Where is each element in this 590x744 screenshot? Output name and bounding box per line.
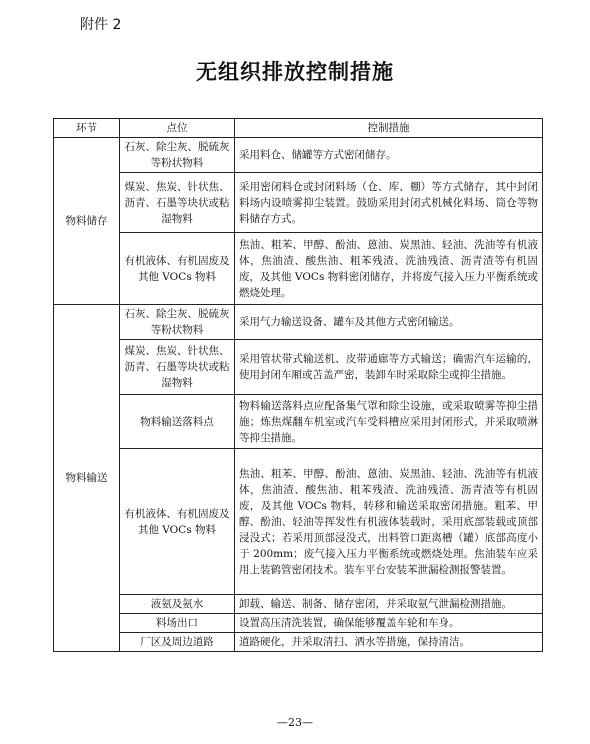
- point-cell: 厂区及周边道路: [120, 633, 235, 652]
- table-row: [54, 614, 543, 633]
- table-row: [54, 395, 543, 449]
- control-measures-table: [53, 118, 543, 652]
- point-cell: 料场出口: [120, 614, 235, 633]
- point-cell: 有机液体、有机固废及其他 VOCs 物料: [120, 233, 235, 305]
- table-row: [54, 305, 543, 340]
- point-cell: 液氨及氨水: [120, 595, 235, 614]
- attachment-label: 附件 2: [80, 17, 122, 33]
- table-row: [54, 173, 543, 233]
- point-cell: 煤炭、焦炭、针状焦、沥青、石墨等块状或粘湿物料: [120, 340, 235, 395]
- measure-cell: 设置高压清洗装置，确保能够覆盖车轮和车身。: [235, 614, 543, 633]
- point-cell: 有机液体、有机固废及其他 VOCs 物料: [120, 449, 235, 595]
- measure-cell: 焦油、粗苯、甲醇、酚油、蒽油、炭黑油、轻油、洗油等有机液体，焦油渣、酸焦油、粗苯残渣、洗油残渣、沥青渣等有机固废，及其他 VOCs 物料，转移和输送采取密闭措施。粗苯、甲醇、酚油、轻油等挥发性有机液体装载时，采用底部装载或顶部浸没式；若采用顶部浸没式，出料管口距离槽（罐）底部高度小于 200mm；废气接入压力平衡系统或燃烧处理。焦油装车应采用上装鹤管密闭技术。装车平台安装苯泄漏检测报警装置。: [235, 449, 543, 595]
- measure-cell: 采用密闭料仓或封闭料场（仓、库、棚）等方式储存，其中封闭料场内设喷雾抑尘装置。鼓励采用封闭式机械化料场、筒仓等物料储存方式。: [235, 173, 543, 233]
- table-row: [54, 340, 543, 395]
- measure-cell: 采用料仓、储罐等方式密闭储存。: [235, 138, 543, 173]
- measure-cell: 采用管状带式输送机、皮带通廊等方式输送；确需汽车运输的，使用封闭车厢或苫盖严密，装卸车时采取除尘或抑尘措施。: [235, 340, 543, 395]
- point-cell: 石灰、除尘灰、脱硫灰等粉状物料: [120, 138, 235, 173]
- header-point: 点位: [120, 119, 235, 138]
- stage-cell: 物料输送: [54, 305, 120, 652]
- page-title: 无组织排放控制措施: [196, 59, 394, 84]
- page-number: —23—: [277, 716, 313, 729]
- table-row: [54, 449, 543, 595]
- point-cell: 石灰、除尘灰、脱硫灰等粉状物料: [120, 305, 235, 340]
- table-row: [54, 595, 543, 614]
- header-stage: 环节: [54, 119, 120, 138]
- point-cell: 煤炭、焦炭、针状焦、沥青、石墨等块状或粘湿物料: [120, 173, 235, 233]
- table-row: [54, 633, 543, 652]
- measure-cell: 卸载、输送、制备、储存密闭，并采取氨气泄漏检测措施。: [235, 595, 543, 614]
- measure-cell: 道路硬化，并采取清扫、洒水等措施，保持清洁。: [235, 633, 543, 652]
- measure-cell: 采用气力输送设备、罐车及其他方式密闭输送。: [235, 305, 543, 340]
- point-cell: 物料输送落料点: [120, 395, 235, 449]
- measure-cell: 焦油、粗苯、甲醇、酚油、蒽油、炭黑油、轻油、洗油等有机液体，焦油渣、酸焦油、粗苯残渣、洗油残渣、沥青渣等有机固废，及其他 VOCs 物料密闭储存，并将废气接入压力平衡系统或燃烧处理。: [235, 233, 543, 305]
- table-row: [54, 138, 543, 173]
- stage-cell: 物料储存: [54, 138, 120, 305]
- table-header-row: [54, 119, 543, 138]
- header-measure: 控制措施: [235, 119, 543, 138]
- table-row: [54, 233, 543, 305]
- measure-cell: 物料输送落料点应配备集气罩和除尘设施，或采取喷雾等抑尘措施；炼焦煤翻车机室或汽车受料槽应采用封闭形式，并采取喷淋等抑尘措施。: [235, 395, 543, 449]
